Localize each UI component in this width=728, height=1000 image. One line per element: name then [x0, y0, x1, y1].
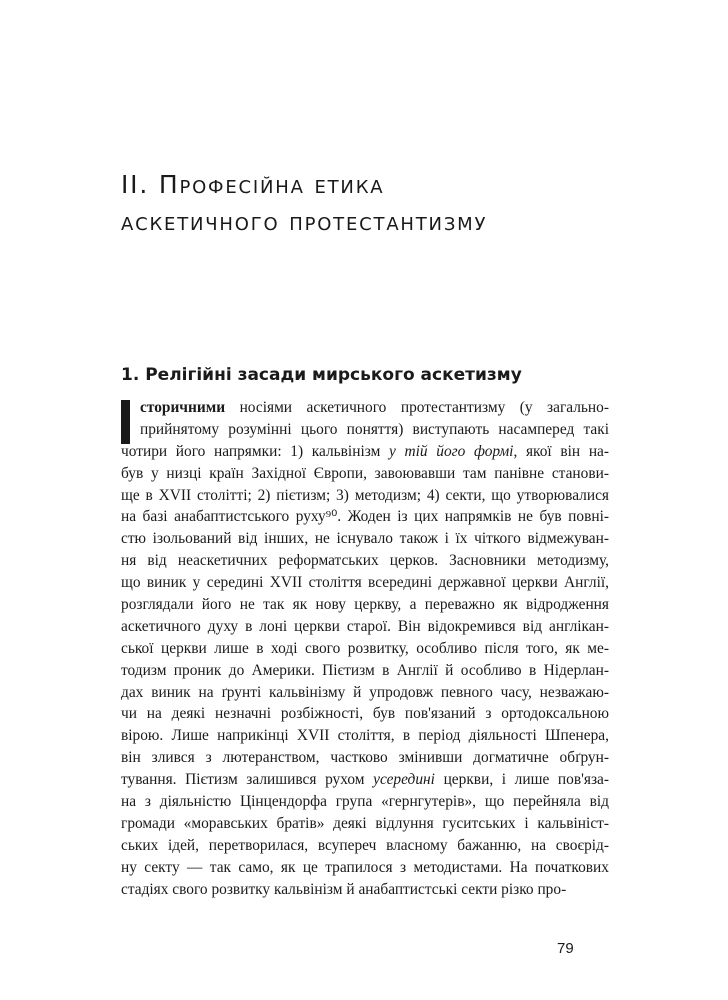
text-line: що виник у середині XVII століття всередині державної церкви Англії,	[121, 574, 609, 592]
text-line: громади «моравських братів» деякі відлуння гуситських і кальвініст-	[121, 814, 609, 832]
line-text: носіями аскетичного протестантизму (у загально-	[239, 399, 609, 416]
page-number: 79	[557, 940, 574, 957]
text-line: тодизм проник до Америки. Пієтизм в Англії й особливо в Нідерлан-	[121, 661, 609, 679]
text-line: він злився з лютеранством, частково змінивши догматичне обґрун-	[121, 749, 609, 767]
text-line: на з діяльністю Цінцендорфа група «гернгутерів», що перейняла від	[121, 793, 609, 811]
text-line: аскетичного духу в лоні церкви старої. Він відокремився від англікан-	[121, 617, 609, 635]
text-line: тування. Пієтизм залишився рухом усередині церкви, і лише пов'яза-	[121, 771, 609, 789]
text-line: стю ізольований від інших, не існувало також і їх чіткого відмежуван-	[121, 530, 609, 548]
text-line: на базі анабаптистського руху⁹⁰. Жоден із цих напрямків не був повні-	[121, 508, 609, 526]
text-line: ня від неаскетичних реформатських церков. Засновники методизму,	[121, 552, 609, 570]
first-word: сторичними	[140, 399, 226, 416]
chapter-title-line-1: ІІ. Професійна етика	[121, 170, 385, 199]
text-line: ських ідей, перетворилася, всупереч власному бажанню, на своєрід-	[121, 836, 609, 854]
body-paragraph	[121, 397, 609, 900]
text-line: ну секту — так само, як це трапилося з методистами. На початкових	[121, 858, 609, 876]
text-line: чи на деякі незначні розбіжності, був пов'язаний з ортодоксальною	[121, 705, 609, 723]
text-line: розглядали його не так як нову церкву, а переважно як відродження	[121, 596, 609, 614]
text-line: ще в XVII столітті; 2) пієтизм; 3) методизм; 4) секти, що утворювалися	[121, 486, 609, 504]
text-line: ської церкви лише в ході свого розвитку, особливо після того, як ме-	[121, 639, 609, 657]
emphasis-text: у тій його формі	[389, 442, 514, 460]
text-line: чотири його напрямки: 1) кальвінізм у тій його формі, якої він на-	[121, 442, 610, 460]
section-heading: 1. Релігійні засади мирського аскетизму	[121, 365, 522, 385]
chapter-title-line-2: аскетичного протестантизму	[121, 207, 488, 236]
text-line	[140, 397, 609, 419]
text-line: вірою. Лише наприкінці XVII століття, в період діяльності Шпенера,	[121, 727, 609, 745]
text-line: дах виник на ґрунті кальвінізму й упродовж певного часу, незважаю-	[121, 683, 609, 701]
text-line: був у низці країн Західної Європи, завоювавши там панівне станови-	[121, 464, 609, 482]
emphasis-text: усередині	[373, 771, 435, 789]
text-line: прийнятому розумінні цього поняття) виступають насамперед такі	[140, 420, 609, 438]
chapter-title	[121, 166, 641, 240]
text-line: стадіях свого розвитку кальвінізм й анабаптистські секти різко про-	[121, 880, 567, 898]
